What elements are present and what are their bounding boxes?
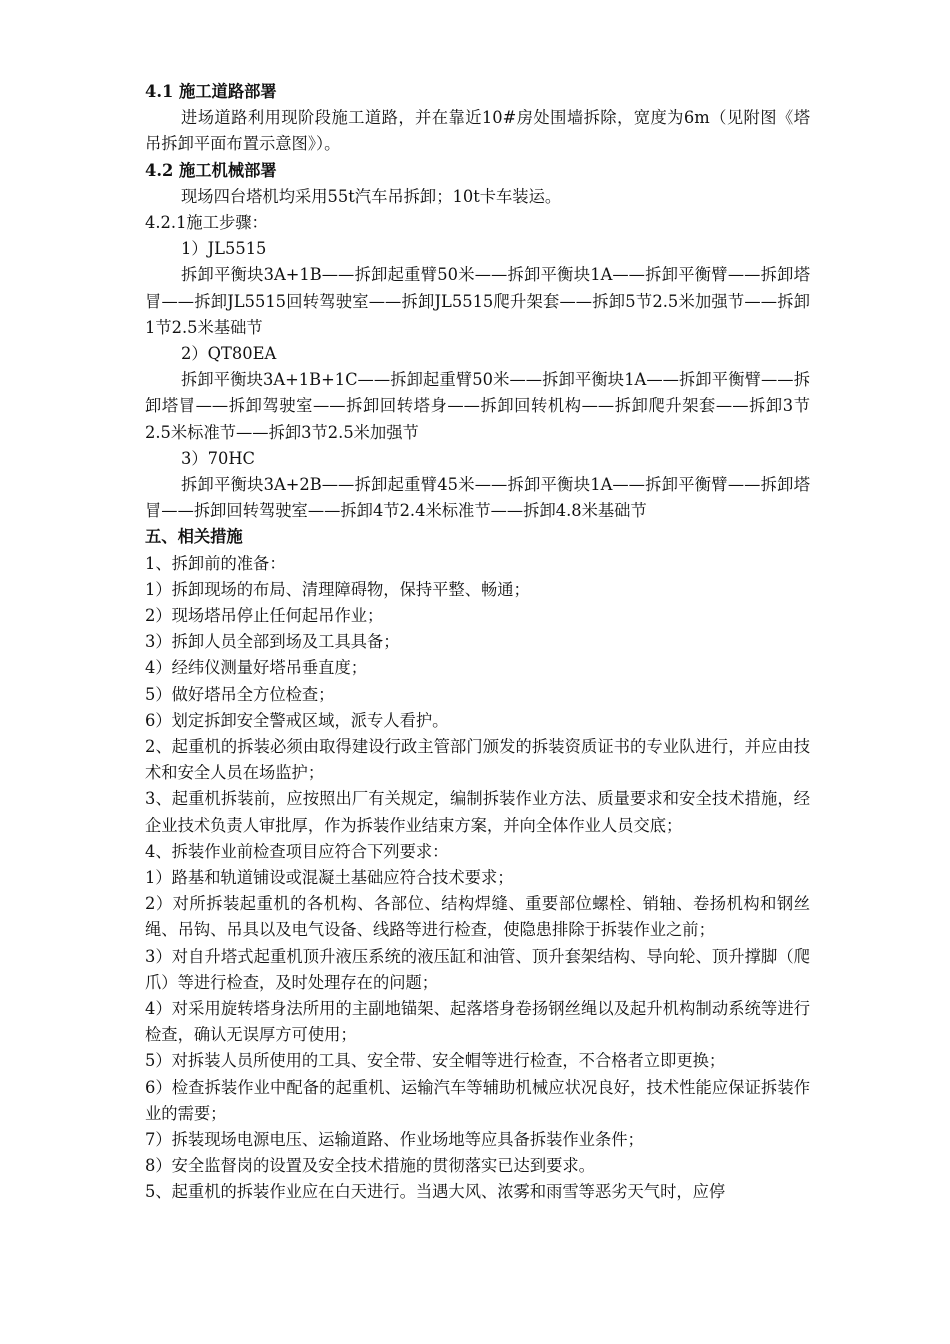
- prep-item: 3）拆卸人员全部到场及工具具备；: [145, 632, 400, 652]
- prep-heading: 1、拆卸前的准备：: [145, 553, 286, 573]
- measure-paragraph: 5、起重机的拆装作业应在白天进行。当遇大风、浓雾和雨雪等恶劣天气时，应停: [145, 1182, 726, 1202]
- prep-item: 4）经纬仪测量好塔吊垂直度；: [145, 658, 368, 678]
- section-4-1-text: 进场道路利用现阶段施工道路，并在靠近10#房处围墙拆除，宽度为6m（见附图《塔吊拆卸平面布置示意图》）。: [145, 108, 810, 154]
- section-4-1-heading: 4.1 施工道路部署: [145, 82, 277, 101]
- inspection-item: 8）安全监督岗的设置及安全技术措施的贯彻落实已达到要求。: [145, 1156, 595, 1176]
- step-jl5515-title: 1）JL5515: [181, 239, 267, 259]
- step-70hc-text: 拆卸平衡块3A+2B——拆卸起重臂45米——拆卸平衡块1A——拆卸平衡臂——拆卸塔冒——拆卸回转驾驶室——拆卸4节2.4米标准节——拆卸4.8米基础节: [145, 474, 810, 521]
- step-qt80ea-text: 拆卸平衡块3A+1B+1C——拆卸起重臂50米——拆卸平衡块1A——拆卸平衡臂——拆卸塔冒——拆卸驾驶室——拆卸回转塔身——拆卸回转机构——拆卸爬升架套——拆卸3节2.5米标准节——拆卸3节2.5米加强节: [145, 370, 810, 442]
- section-4-2-1-heading: 4.2.1施工步骤：: [145, 212, 268, 232]
- inspection-item: 1）路基和轨道铺设或混凝土基础应符合技术要求；: [145, 867, 514, 887]
- step-70hc-title: 3）70HC: [181, 448, 256, 468]
- measure-paragraph: 3、起重机拆装前，应按照出厂有关规定，编制拆装作业方法、质量要求和安全技术措施，经企业技术负责人审批厚，作为拆装作业结束方案，并向全体作业人员交底；: [145, 789, 810, 835]
- inspection-item: 4）对采用旋转塔身法所用的主副地锚架、起落塔身卷扬钢丝绳以及起升机构制动系统等进行检查，确认无误厚方可使用；: [145, 999, 810, 1045]
- step-jl5515-text: 拆卸平衡块3A+1B——拆卸起重臂50米——拆卸平衡块1A——拆卸平衡臂——拆卸塔冒——拆卸JL5515回转驾驶室——拆卸JL5515爬升架套——拆卸5节2.5米加强节——拆卸1节2.5米基础节: [145, 265, 810, 337]
- prep-item: 5）做好塔吊全方位检查；: [145, 684, 335, 704]
- inspection-item: 2）对所拆装起重机的各机构、各部位、结构焊缝、重要部位螺栓、销轴、卷扬机构和钢丝绳、吊钩、吊具以及电气设备、线路等进行检查，使隐患排除于拆装作业之前；: [145, 894, 810, 940]
- section-5-heading: 五、相关措施: [145, 527, 243, 547]
- document-page: [145, 79, 810, 1206]
- prep-item: 6）划定拆卸安全警戒区域，派专人看护。: [145, 710, 449, 730]
- prep-item: 1）拆卸现场的布局、清理障碍物，保持平整、畅通；: [145, 579, 530, 599]
- measure-paragraph: 2、起重机的拆装必须由取得建设行政主管部门颁发的拆装资质证书的专业队进行，并应由技术和安全人员在场监护；: [145, 736, 810, 783]
- step-qt80ea-title: 2）QT80EA: [181, 343, 277, 363]
- section-4-2-text: 现场四台塔机均采用55t汽车吊拆卸；10t卡车装运。: [181, 186, 562, 206]
- inspection-item: 7）拆装现场电源电压、运输道路、作业场地等应具备拆装作业条件；: [145, 1130, 644, 1150]
- section-4-2-heading: 4.2 施工机械部署: [145, 160, 277, 180]
- inspection-item: 6）检查拆装作业中配备的起重机、运输汽车等辅助机械应状况良好，技术性能应保证拆装作业的需要；: [145, 1077, 810, 1123]
- inspection-heading: 4、拆装作业前检查项目应符合下列要求：: [145, 841, 449, 861]
- inspection-item: 3）对自升塔式起重机顶升液压系统的液压缸和油管、顶升套架结构、导向轮、顶升撑脚（爬爪）等进行检查，及时处理存在的问题；: [145, 946, 810, 992]
- prep-item: 2）现场塔吊停止任何起吊作业；: [145, 605, 384, 625]
- inspection-item: 5）对拆装人员所使用的工具、安全带、安全帽等进行检查，不合格者立即更换；: [145, 1051, 726, 1071]
